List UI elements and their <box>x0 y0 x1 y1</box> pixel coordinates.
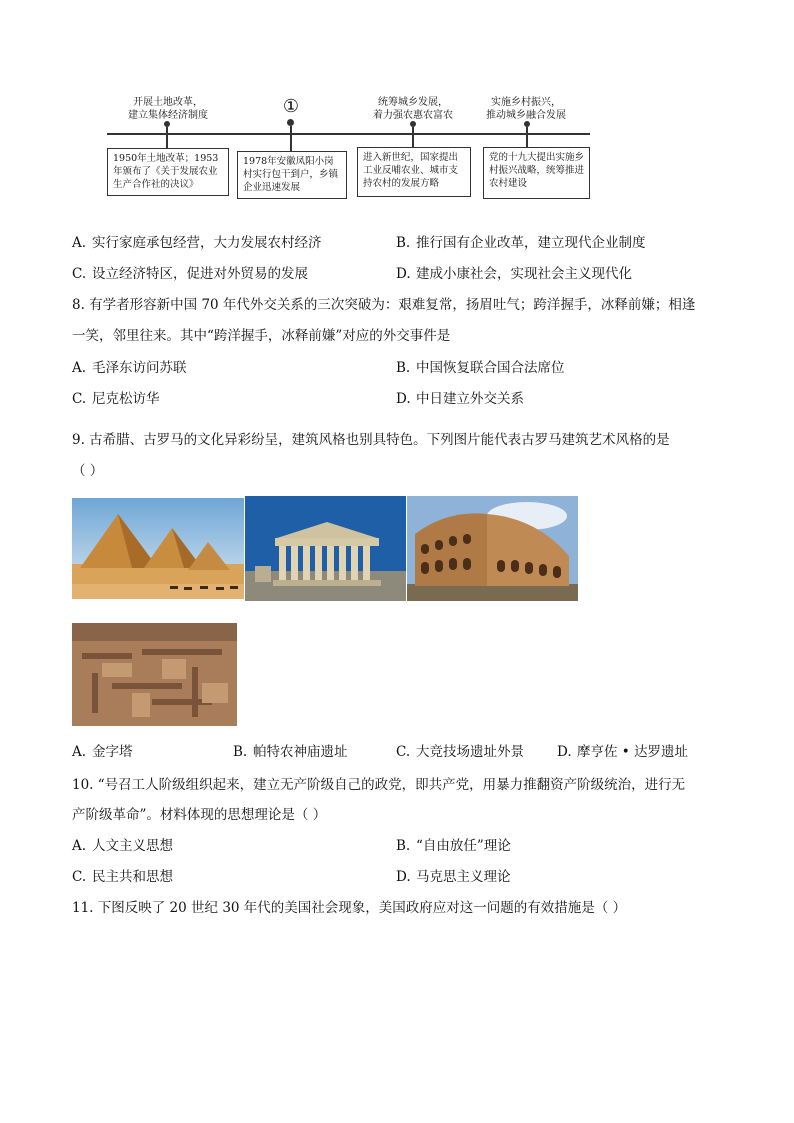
timeline-box-3: 进入新世纪，国家提出工业反哺农业、城市支持农村的发展方略 <box>357 147 471 197</box>
q9-option-d: D. 摩亨佐 • 达罗遗址 <box>557 744 689 760</box>
timeline-stem <box>166 127 168 133</box>
timeline-stem <box>412 127 414 133</box>
q7-option-c: C. 设立经济特区，促进对外贸易的发展 <box>72 266 308 282</box>
mohenjo-daro-image <box>72 623 237 726</box>
timeline-label-1: 开展土地改革， 建立集体经济制度 <box>128 97 208 121</box>
pyramids-image <box>72 498 244 599</box>
q8-stem-line2: 一笑，邻里往来。其中“跨洋握手，冰释前嫌”对应的外交事件是 <box>72 328 451 344</box>
q11-stem-line1: 11. 下图反映了 20 世纪 30 年代的美国社会现象，美国政府应对这一问题的有效措施是（ ） <box>72 900 627 916</box>
colosseum-image <box>407 496 578 601</box>
timeline-stem <box>526 135 528 147</box>
parthenon-image <box>245 496 406 601</box>
timeline-box-4: 党的十九大提出实施乡村振兴战略，统筹推进农村建设 <box>483 147 590 199</box>
q7-option-a: A. 实行家庭承包经营，大力发展农村经济 <box>72 235 322 251</box>
q10-option-b: B. “自由放任”理论 <box>396 838 511 854</box>
q8-option-d: D. 中日建立外交关系 <box>396 391 524 407</box>
timeline-stem <box>290 135 292 151</box>
q10-option-a: A. 人文主义思想 <box>72 838 173 854</box>
timeline-stem <box>412 135 414 147</box>
timeline-marker <box>287 119 294 126</box>
timeline-stem <box>526 127 528 133</box>
q9-stem-line2: （ ） <box>72 463 104 479</box>
q8-stem-line1: 8. 有学者形容新中国 70 年代外交关系的三次突破为：艰难复常，扬眉吐气；跨洋握手，冰释前嫌；相逢 <box>72 297 696 313</box>
timeline-label-4: 实施乡村振兴， 推动城乡融合发展 <box>486 97 566 121</box>
timeline-label-2: ① <box>282 96 300 117</box>
q10-stem-line1: 10. “号召工人阶级组织起来，建立无产阶级自己的政党，即共产党，用暴力推翻资产阶级统治，进行无 <box>72 777 686 793</box>
q7-option-d: D. 建成小康社会，实现社会主义现代化 <box>396 266 632 282</box>
q10-stem-line2: 产阶级革命”。材料体现的思想理论是（ ） <box>72 807 327 823</box>
q10-option-d: D. 马克思主义理论 <box>396 869 511 885</box>
q7-option-b: B. 推行国有企业改革，建立现代企业制度 <box>396 235 646 251</box>
timeline-axis <box>107 133 590 135</box>
timeline-box-2: 1978年安徽凤阳小岗村实行包干到户，乡镇企业迅速发展 <box>237 151 347 199</box>
q8-option-c: C. 尼克松访华 <box>72 391 160 407</box>
q9-option-a: A. 金字塔 <box>72 744 133 760</box>
q10-option-c: C. 民主共和思想 <box>72 869 173 885</box>
q9-option-b: B. 帕特农神庙遗址 <box>233 744 348 760</box>
timeline-stem <box>166 135 168 149</box>
timeline-label-3: 统筹城乡发展， 着力强农惠农富农 <box>373 97 453 121</box>
q9-stem-line1: 9. 古希腊、古罗马的文化异彩纷呈，建筑风格也别具特色。下列图片能代表古罗马建筑艺术风格的是 <box>72 432 670 448</box>
q9-option-c: C. 大竞技场遗址外景 <box>396 744 524 760</box>
timeline-stem <box>290 126 292 133</box>
q8-option-a: A. 毛泽东访问苏联 <box>72 360 187 376</box>
timeline-box-1: 1950年土地改革；1953年颁布了《关于发展农业生产合作社的决议》 <box>107 148 229 196</box>
q8-option-b: B. 中国恢复联合国合法席位 <box>396 360 565 376</box>
